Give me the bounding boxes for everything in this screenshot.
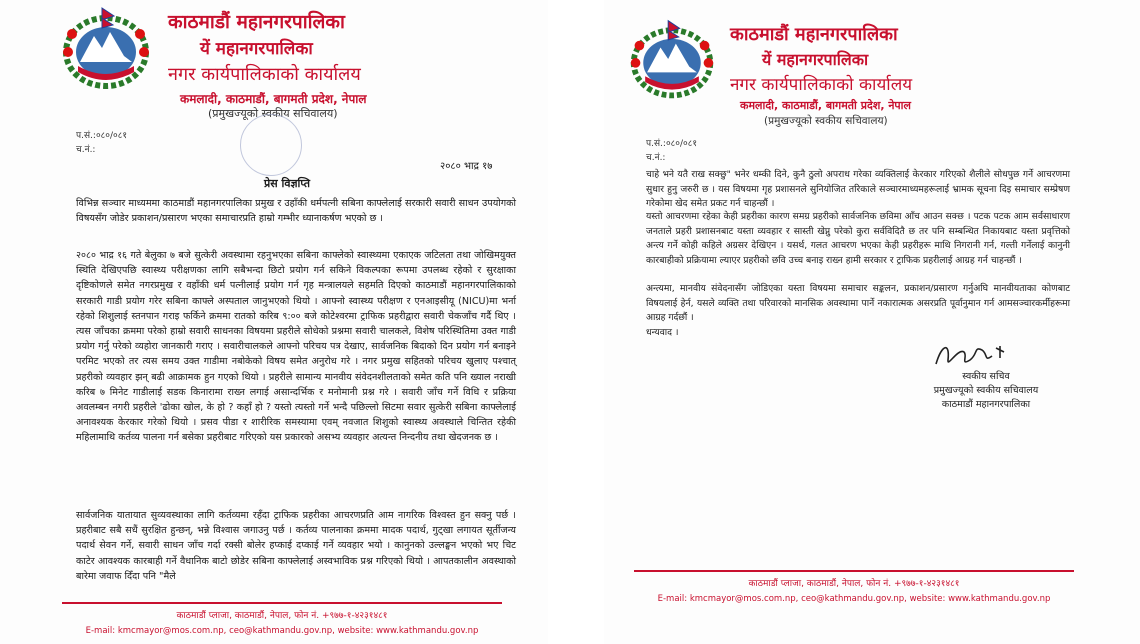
paragraph-media-appeal: अन्त्यमा, मानवीय संवेदनासँग जोडिएका यस्ता विषयमा समाचार सङ्कलन, प्रकाशन/प्रसारण गर्नुअघि मानवीयताका कोणबाट विषयलाई हेर्न, यसले व्यक्ति तथा परिवारको मानसिक अवस्थामा पार्ने नकारात्मक असरप्रति पूर्वानुमान गर्न आमसञ्चारकर्मीहरूमा आग्रह गर्दछौं । (646, 283, 1070, 324)
header-title: काठमाडौं महानगरपालिका (168, 11, 345, 33)
header-address: कमलादी, काठमाडौं, बागमती प्रदेश, नेपाल (740, 99, 911, 112)
header-secretariat: (प्रमुखज्यूको स्वकीय सचिवालय) (208, 107, 338, 120)
release-date: २०८० भाद्र १७ (440, 161, 493, 172)
signatory-office: प्रमुखज्यूको स्वकीय सचिवालय (933, 385, 1039, 396)
paragraph-continuation: चाहे भने यतै राख सक्छु" भनेर धम्की दिने, कुनै ठुलो अपराध गरेका व्यक्तिलाई केरकार गरिएको शैलीले सोधपुछ गर्ने आचरणमा सुधार हुनु जरुरी छ । यस विषयमा गृह प्रशासनले सुनियोजित तरिकाले सञ्चारमाध्यमहरूलाई भ्रामक सूचना दिइ समाचार सम्प्रेषण गरेकोमा खेद समेत प्रकट गर्न चाहन्छौं । (646, 169, 1070, 210)
header-secretariat: (प्रमुखज्यूको स्वकीय सचिवालय) (764, 115, 888, 127)
office-stamp (240, 114, 302, 176)
press-release-page-1 (0, 0, 548, 644)
page-gap (548, 0, 604, 644)
footer-address: काठमाडौं प्लाजा, काठमाडौं, नेपाल, फोन नं. +९७७-१-४२३१४८१ (748, 579, 960, 589)
header-office: नगर कार्यपालिकाको कार्यालय (730, 75, 913, 95)
paragraph-incident: २०८० भाद्र १६ गते बेलुका ७ बजे सुत्केरी अवस्थामा रहनुभएका सबिना काफ्लेको स्वास्थ्यमा एकाएक जटिलता तथा जोखिमयुक्त स्थिति देखिएपछि स्वास्थ्य परीक्षणका लागि सबैभन्दा छिटो प्रयोग गर्न सकिने विकल्पका रूपमा उपलब्ध रहेको र सुरक्षाका दृष्टिकोणले समेत नगरप्रमुख र वहाँकी धर्म पत्नीलाई प्रयोग गर्न गृह मन्त्रालयले सहमति दिएको काठमाडौं महानगरपालिकाको सरकारी गाडी प्रयोग गरेर सबिना काफ्ले अस्पताल जानुभएको थियो । आफ्नो स्वास्थ्य परीक्षण र एनआइसीयू (NICU)मा भर्ना रहेको शिशुलाई स्तनपान गराइ फर्किने क्रममा रातको करिब ९:०० बजे कोटेश्वरमा ट्राफिक प्रहरीद्वारा सवारी चेकजाँच गर्दै थिए । त्यस जाँचका क्रममा परेको हाम्रो सवारी साधनका विषयमा प्रहरीले सोधेको प्रश्नमा सवारी चालकले, विशेष परिस्थितिमा उक्त गाडी प्रयोग गर्नु परेको व्यहोरा जानकारी गराए । सवारीचालकले आफ्नो परिचय पत्र देखाए, सार्वजनिक बिदाको दिन प्रयोग गर्न बनाइने परमिट भएको तर त्यस समय उक्त गाडीमा नबोकेको विषय समेत अनुरोध गरे । नगर प्रमुख सहितको परिचय खुलाए पश्चात् प्रहरीको व्यवहार झन् बढी आक्रामक हुन गएको थियो । प्रहरीले सामान्य मानवीय संवेदनशीलताको समेत कति पनि ख्याल नराखी करिब ७ मिनेट गाडीलाई सडक किनारामा राख्न लगाई असान्दर्भिक र मनोमानी प्रश्न गरे । सवारी जाँच गर्ने विधि र प्रक्रिया अवलम्बन नगरी प्रहरीले 'ढोका खोल, के हो ? कहाँ हो ? यस्तो त्यस्तो गर्ने भन्दै पछिल्लो सिटमा सवार सुत्केरी सबिना काफ्लेलाई अनावश्यक केरकार गरेको थियो । प्रसव पीडा र शारीरिक समस्यामा एवम् नवजात शिशुको स्वास्थ्य अवस्थाले चिन्तित रहेकी महिलामाथि कर्तव्य पालना गर्न बसेका प्रहरीबाट गरिएको यस प्रकारको असभ्य व्यवहार अत्यन्त निन्दनीय तथा खेदजनक छ । (76, 250, 516, 444)
header-script-title: यें महानगरपालिका (762, 50, 869, 69)
header-title: काठमाडौं महानगरपालिका (730, 24, 898, 45)
footer-divider (634, 570, 1074, 572)
footer-email: E-mail: kmcmayor@mos.com.np, ceo@kathmandu.gov.np, website: www.kathmandu.gov.np (85, 626, 479, 636)
kmc-emblem-icon (58, 6, 154, 90)
reference-number: प.सं.:०८०/०८१ (646, 139, 698, 149)
signature-icon (930, 338, 1020, 372)
dispatch-number: च.नं.: (76, 145, 96, 155)
reference-number: प.सं.:०८०/०८१ (76, 131, 128, 141)
footer-email: E-mail: kmcmayor@mos.com.np, ceo@kathmandu.gov.np, website: www.kathmandu.gov.np (657, 594, 1051, 604)
paragraph-thanks: धन्यवाद । (646, 327, 679, 338)
footer-divider (62, 602, 502, 604)
document-title: प्रेस विज्ञप्ति (264, 177, 311, 190)
dispatch-number: च.नं.: (646, 153, 666, 163)
signatory-designation: स्वकीय सचिव (962, 371, 1010, 382)
press-release-page-2 (604, 0, 1140, 644)
paragraph-police-conduct: सार्वजनिक यातायात सुव्यवस्थाका लागि कर्तव्यमा रहँदा ट्राफिक प्रहरीका आचरणप्रति आम नागरिक विश्वस्त हुन सक्नु पर्छ । प्रहरीबाट सबै सधैं सुरक्षित हुन्छन्, भन्ने विश्वास जगाउनु पर्छ । कर्तव्य पालनाका क्रममा मादक पदार्थ, गुट्खा लगायत सूर्तीजन्य पदार्थ सेवन गर्ने, सवारी साधन जाँच गर्दा रक्सी बोलेर हप्काई दप्काई गर्ने व्यवहार भयो । कानुनको उल्लङ्घन भएको भए चिट काटेर आवश्यक कारबाही गर्ने वैधानिक बाटो छोडेर सबिना काफ्लेलाई अस्वभाविक प्रश्न गरिएको थियो । आपतकालीन अवस्थाको बारेमा जवाफ दिँदा पनि "मैले (76, 510, 516, 582)
paragraph-police-image: यस्तो आचरणमा रहेका केही प्रहरीका कारण समग्र प्रहरीको सार्वजनिक छविमा आँच आउन सक्छ । पटक पटक आम सर्वसाधारण जनताले प्रहरी प्रशासनबाट यस्ता व्यवहार र सास्ती खेप्नु परेको कुरा सर्वविदितै छ तर पनि सम्बन्धित निकायबाट यस्ता प्रवृत्तिको अन्त्य गर्ने कोही कहिले अग्रसर देखिएन । यसर्थ, गलत आचरण भएका केही प्रहरीहरू माथि निगरानी गर्न, गल्ती गर्नेलाई कानुनी कारबाहीको प्रक्रियामा ल्याएर प्रहरीको छवि उच्च बनाइ राख्न हामी सरकार र ट्राफिक प्रहरीलाई आग्रह गर्न चाहन्छौं । (646, 211, 1070, 266)
signatory-organization: काठमाडौं महानगरपालिका (941, 399, 1031, 410)
header-script-title: यें महानगरपालिका (200, 39, 313, 59)
header-address: कमलादी, काठमाडौं, बागमती प्रदेश, नेपाल (180, 92, 367, 106)
paragraph-intro: विभिन्न सञ्चार माध्यममा काठमाडौं महानगरपालिका प्रमुख र उहाँकी धर्मपत्नी सबिना काफ्लेलाई सरकारी सवारी साधन उपयोगको विषयसँग जोडेर प्रकाशन/प्रसारण भएका समाचारप्रति हाम्रो गम्भीर ध्यानाकर्षण भएको छ । (76, 198, 516, 225)
header-office: नगर कार्यपालिकाको कार्यालय (168, 64, 361, 85)
footer-address: काठमाडौं प्लाजा, काठमाडौं, नेपाल, फोन नं. +९७७-१-४२३१४८१ (176, 611, 388, 621)
kmc-emblem-icon (626, 18, 718, 100)
